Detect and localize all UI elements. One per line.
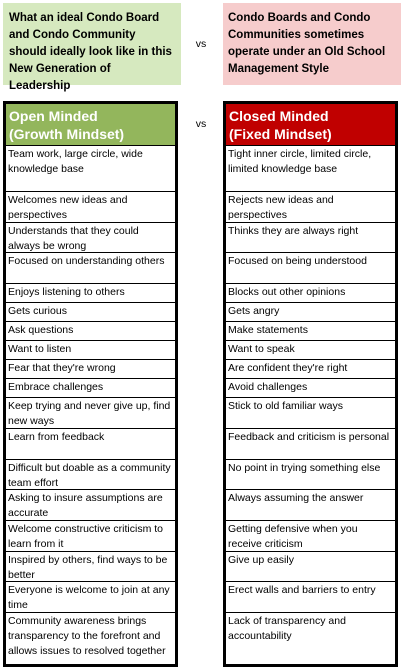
table-row: Stick to old familiar ways — [226, 398, 395, 429]
table-row: Welcome constructive criticism to learn from it — [6, 521, 175, 552]
table-row: Ask questions — [6, 322, 175, 341]
table-row: Rejects new ideas and perspectives — [226, 192, 395, 223]
table-row: Focused on understanding others — [6, 253, 175, 284]
table-row: Team work, large circle, wide knowledge base — [6, 146, 175, 192]
versus-label-middle: vs — [195, 118, 207, 130]
table-row: Gets angry — [226, 303, 395, 322]
table-row: Want to listen — [6, 341, 175, 360]
table-row: Are confident they're right — [226, 360, 395, 379]
open-minded-title-line1: Open Minded — [9, 108, 98, 124]
open-minded-title — [6, 104, 175, 146]
table-row: Lack of transparency and accountability — [228, 615, 346, 642]
closed-minded-title — [226, 104, 395, 146]
open-minded-title-line2: (Growth Mindset) — [9, 126, 125, 142]
table-row: Welcomes new ideas and perspectives — [6, 192, 175, 223]
table-row: Always assuming the answer — [226, 490, 395, 521]
table-row: Embrace challenges — [6, 379, 175, 398]
closed-minded-title-line2: (Fixed Mindset) — [229, 126, 332, 142]
ideal-board-description: What an ideal Condo Board and Condo Community should ideally look like in this New Generation of Leadership — [3, 3, 181, 85]
table-row: Asking to insure assumptions are accurate — [6, 490, 175, 521]
table-row: Erect walls and barriers to entry — [226, 582, 395, 613]
table-row: Understands that they could always be wrong — [6, 223, 175, 253]
table-row: Feedback and criticism is personal — [226, 429, 395, 460]
table-row: Difficult but doable as a community team effort — [6, 460, 175, 490]
table-row: Want to speak — [226, 341, 395, 360]
table-row: Blocks out other opinions — [226, 284, 395, 303]
table-row: Tight inner circle, limited circle, limited knowledge base — [226, 146, 395, 192]
table-row: Fear that they're wrong — [6, 360, 175, 379]
table-row: Give up easily — [226, 552, 395, 582]
table-row: Avoid challenges — [226, 379, 395, 398]
old-school-description: Condo Boards and Condo Communities sometimes operate under an Old School Management Style — [223, 3, 401, 85]
open-minded-column — [3, 101, 178, 667]
table-row: Focused on being understood — [226, 253, 395, 284]
table-row: Inspired by others, find ways to be better — [6, 552, 175, 582]
table-row: Make statements — [226, 322, 395, 341]
table-row: Thinks they are always right — [226, 223, 395, 253]
table-row: Gets curious — [6, 303, 175, 322]
table-row: No point in trying something else — [226, 460, 395, 490]
table-row: Getting defensive when you receive criticism — [226, 521, 395, 552]
table-row: Keep trying and never give up, find new ways — [6, 398, 175, 429]
table-row: Everyone is welcome to join at any time — [6, 582, 175, 613]
closed-minded-title-line1: Closed Minded — [229, 108, 329, 124]
table-row: Community awareness brings transparency to the forefront and allows issues to resolved together — [8, 615, 166, 657]
versus-label-top: vs — [195, 38, 207, 50]
closed-minded-column — [223, 101, 398, 667]
table-row: Learn from feedback — [6, 429, 175, 460]
table-row: Enjoys listening to others — [6, 284, 175, 303]
